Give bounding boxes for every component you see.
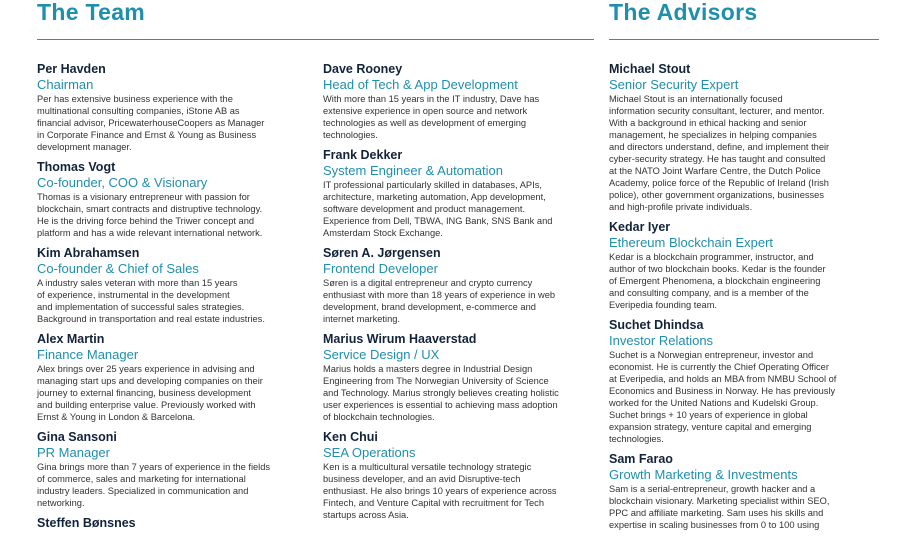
bio-line: expansion strategy, venture capital and emerging — [609, 422, 812, 432]
person-name: Per Havden — [37, 62, 106, 76]
bio-line: Background in transportation and real estate industries. — [37, 314, 265, 324]
person-bio — [323, 277, 591, 325]
person-entry — [37, 331, 312, 423]
person-name: Søren A. Jørgensen — [323, 246, 441, 260]
team-column-right — [323, 61, 591, 527]
bio-line: Marius holds a masters degree in Industrial Design — [323, 364, 533, 374]
bio-line: software development and product management. — [323, 204, 526, 214]
person-role: SEA Operations — [323, 445, 416, 460]
person-role: Senior Security Expert — [609, 77, 739, 92]
person-entry — [37, 61, 312, 153]
person-bio — [37, 93, 312, 153]
bio-line: Suchet is a Norwegian entrepreneur, investor and — [609, 350, 814, 360]
bio-line: and implementation of successful sales strategies. — [37, 302, 245, 312]
person-name: Ken Chui — [323, 430, 378, 444]
person-entry — [323, 429, 591, 521]
person-bio — [609, 483, 884, 531]
bio-line: development manager. — [37, 142, 132, 152]
person-entry — [37, 515, 312, 531]
bio-line: enthusiast with more than 18 years of experience in web — [323, 290, 556, 300]
bio-line: Suchet brings + 10 years of experience in global — [609, 410, 808, 420]
person-name: Kedar Iyer — [609, 220, 671, 234]
bio-line: architecture, marketing automation, App development, — [323, 192, 546, 202]
person-role: Service Design / UX — [323, 347, 440, 362]
person-role: Finance Manager — [37, 347, 139, 362]
bio-line: Per has extensive business experience with the — [37, 94, 233, 104]
person-role: Ethereum Blockchain Expert — [609, 235, 774, 250]
person-name: Michael Stout — [609, 62, 691, 76]
bio-line: platform and has a wide relevant international network. — [37, 228, 263, 238]
bio-line: Academy, police force of the Republic of Ireland (Irish — [609, 178, 829, 188]
person-entry — [609, 219, 884, 311]
team-heading: The Team — [37, 0, 146, 25]
bio-line: and building enterprise value. Previously worked with — [37, 400, 256, 410]
person-name: Kim Abrahamsen — [37, 246, 140, 260]
bio-line: business developer, and an avid Disruptive-tech — [323, 474, 521, 484]
person-role: Co-founder & Chief of Sales — [37, 261, 199, 276]
bio-line: and directors understand, define, and implement their — [609, 142, 830, 152]
person-name: Steffen Bønsnes — [37, 516, 136, 530]
person-name: Suchet Dhindsa — [609, 318, 704, 332]
bio-line: worked for the United Nations and Kudelski Group. — [609, 398, 819, 408]
bio-line: economist. He is currently the Chief Operating Officer — [609, 362, 829, 372]
bio-line: With a background in ethical hacking and senior — [609, 118, 807, 128]
bio-line: industry leaders. Specialized in communication and — [37, 486, 249, 496]
bio-line: of blockchain technologies. — [323, 412, 435, 422]
person-entry — [37, 159, 312, 239]
bio-line: Experience from Dell, TBWA, ING Bank, SNS Bank and — [323, 216, 553, 226]
person-name: Marius Wirum Haaverstad — [323, 332, 477, 346]
bio-line: cyber-security strategy. He has taught and consulted — [609, 154, 826, 164]
person-name: Alex Martin — [37, 332, 105, 346]
person-role: Frontend Developer — [323, 261, 438, 276]
bio-line: startups across Asia. — [323, 510, 409, 520]
bio-line: expertise in scaling businesses from 0 to 100 using — [609, 520, 820, 530]
team-divider — [37, 39, 594, 40]
person-name: Frank Dekker — [323, 148, 403, 162]
person-name: Sam Farao — [609, 452, 673, 466]
bio-line: enthusiast. He also brings 10 years of experience across — [323, 486, 557, 496]
bio-line: Gina brings more than 7 years of experience in the fields — [37, 462, 271, 472]
bio-line: Everipedia founding team. — [609, 300, 718, 310]
bio-line: technologies. — [323, 130, 378, 140]
person-entry — [609, 451, 884, 531]
person-role: System Engineer & Automation — [323, 163, 503, 178]
bio-line: police), other government organizations, businesses — [609, 190, 824, 200]
bio-line: Alex brings over 25 years experience in advising and — [37, 364, 255, 374]
bio-line: development, brand development, e-commerce and — [323, 302, 536, 312]
bio-line: Søren is a digital entrepreneur and crypto currency — [323, 278, 533, 288]
bio-line: information security consultant, lecturer, and mentor. — [609, 106, 825, 116]
person-bio — [37, 461, 312, 509]
bio-line: journey to external financing, business development — [37, 388, 251, 398]
bio-line: Michael Stout is an internationally focused — [609, 94, 783, 104]
advisors-divider — [609, 39, 879, 40]
bio-line: and high-profile private individuals. — [609, 202, 753, 212]
advisors-column — [609, 61, 884, 537]
person-entry — [323, 245, 591, 325]
person-bio — [37, 191, 312, 239]
advisors-heading: The Advisors — [609, 0, 758, 25]
team-column-left — [37, 61, 312, 537]
person-bio — [323, 461, 591, 521]
person-role: Co-founder, COO & Visionary — [37, 175, 208, 190]
bio-line: in Corporate Finance and Ernst & Young as Business — [37, 130, 257, 140]
bio-line: multinational consulting companies, iStone AB as — [37, 106, 240, 116]
bio-line: With more than 15 years in the IT industry, Dave has — [323, 94, 540, 104]
person-name: Dave Rooney — [323, 62, 403, 76]
person-role: Chairman — [37, 77, 94, 92]
bio-line: management, he specializes in helping companies — [609, 130, 817, 140]
bio-line: blockchain visionary. Marketing specialist within SEO, — [609, 496, 830, 506]
bio-line: at the NATO Joint Warfare Centre, the Dutch Police — [609, 166, 821, 176]
person-bio — [609, 251, 884, 311]
person-entry — [609, 61, 884, 213]
bio-line: Ken is a multicultural versatile technology strategic — [323, 462, 532, 472]
bio-line: technologies as well as development of emerging — [323, 118, 527, 128]
person-name: Thomas Vogt — [37, 160, 116, 174]
bio-line: author of two blockchain books. Kedar is the founder — [609, 264, 826, 274]
person-bio — [609, 93, 884, 213]
person-entry — [323, 61, 591, 141]
bio-line: user experiences is essential to achieving mass adoption — [323, 400, 558, 410]
person-entry — [37, 245, 312, 325]
person-entry — [323, 331, 591, 423]
bio-line: networking. — [37, 498, 85, 508]
bio-line: and Technology. Marius strongly believes creating holistic — [323, 388, 559, 398]
person-bio — [37, 277, 312, 325]
person-role: Investor Relations — [609, 333, 714, 348]
bio-line: extensive experience in open source and network — [323, 106, 528, 116]
bio-line: Sam is a serial-entrepreneur, growth hacker and a — [609, 484, 816, 494]
bio-line: He is the driving force behind the Triwer concept and — [37, 216, 255, 226]
bio-line: internet marketing. — [323, 314, 400, 324]
bio-line: of Emergent Phenomena, a blockchain engineering — [609, 276, 821, 286]
bio-line: Economics and Business in Norway. He has previously — [609, 386, 836, 396]
bio-line: of commerce, sales and marketing for international — [37, 474, 246, 484]
person-name: Gina Sansoni — [37, 430, 117, 444]
bio-line: Ernst & Young in London & Barcelona. — [37, 412, 196, 422]
person-role: Head of Tech & App Development — [323, 77, 518, 92]
person-entry — [37, 429, 312, 509]
bio-line: PPC and affiliate marketing. Sam uses his skills and — [609, 508, 824, 518]
person-entry — [323, 147, 591, 239]
person-bio — [609, 349, 884, 445]
bio-line: A industry sales veteran with more than 15 years — [37, 278, 238, 288]
person-bio — [37, 363, 312, 423]
person-entry — [609, 317, 884, 445]
bio-line: financial advisor, PricewaterhouseCoopers as Manager — [37, 118, 265, 128]
bio-line: IT professional particularly skilled in databases, APIs, — [323, 180, 542, 190]
bio-line: blockchain, smart contracts and distruptive technology. — [37, 204, 263, 214]
bio-line: and consulting company, and is a member of the — [609, 288, 809, 298]
bio-line: Fintech, and Venture Capital with recruitment for Tech — [323, 498, 545, 508]
person-role: PR Manager — [37, 445, 110, 460]
bio-line: Engineering from The Norwegian University of Science — [323, 376, 549, 386]
person-bio — [323, 93, 591, 141]
bio-line: Amsterdam Stock Exchange. — [323, 228, 443, 238]
bio-line: at Everipedia, and holds an MBA from NMBU School of — [609, 374, 837, 384]
bio-line: Thomas is a visionary entrepreneur with passion for — [37, 192, 250, 202]
person-bio — [323, 363, 591, 423]
bio-line: technologies. — [609, 434, 664, 444]
person-bio — [323, 179, 591, 239]
bio-line: managing start ups and developing companies on their — [37, 376, 263, 386]
bio-line: of experience, instrumental in the development — [37, 290, 230, 300]
person-role: Growth Marketing & Investments — [609, 467, 798, 482]
bio-line: Kedar is a blockchain programmer, instructor, and — [609, 252, 814, 262]
